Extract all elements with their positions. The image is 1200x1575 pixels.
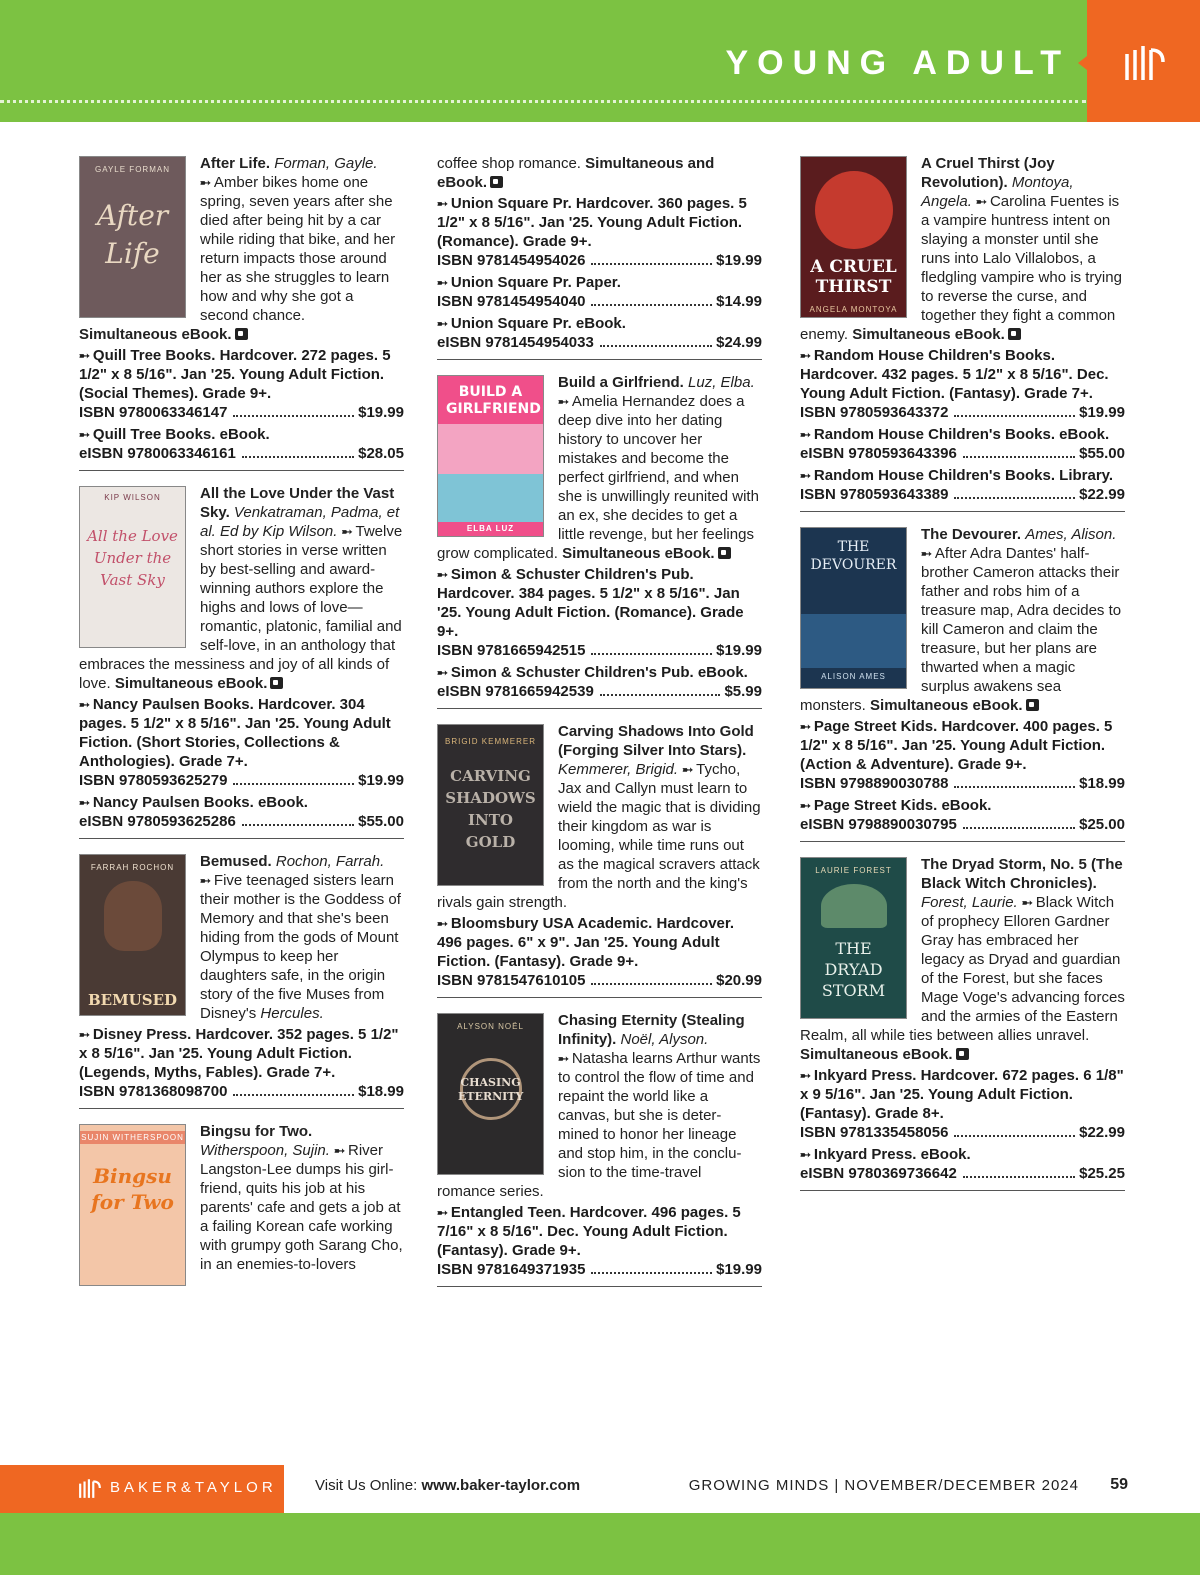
format-line: ➸ Quill Tree Books. Hardcover. 272 pages. 5 1/2" x 8 5/16". Jan '25. Young Adult Fiction. (Social Themes). Grade 9+. (79, 347, 391, 402)
cover-illustration-band (438, 474, 543, 522)
book-cover-carving-shadows (437, 724, 544, 886)
leader-dots (600, 345, 712, 347)
leader-dots (954, 1135, 1075, 1137)
leader-dots (591, 304, 712, 306)
isbn-line (437, 1260, 762, 1280)
baker-taylor-logo-icon (1123, 40, 1167, 84)
book-author: Montoya, Angela. (921, 174, 1074, 210)
book-cover-devourer (800, 527, 907, 689)
page-number: 59 (1110, 1476, 1128, 1493)
cover-author: LAURIE FOREST (815, 866, 892, 875)
isbn: ISBN 9798890030788 (800, 775, 949, 792)
format-line: ➸ Union Square Pr. Hardcover. 360 pages. 5 1/2" x 8 5/16". Jan '25. Young Adult Fiction. (Romance). Grade 9+. (437, 195, 747, 250)
price: $19.99 (358, 404, 404, 421)
page-footer (0, 1465, 1200, 1513)
isbn: eISBN 9781665942539 (437, 683, 594, 700)
cover-illustration (821, 884, 887, 928)
isbn: ISBN 9780593643372 (800, 404, 949, 421)
price: $55.00 (358, 813, 404, 830)
visit-label: Visit Us Online: (315, 1477, 418, 1494)
book-summary: After Adra Dantes' half-brother Cameron attacks their father and robs him of a treasure map, Adra decides to kill Cameron and claim the treasure, but her plans are thwarted when a magic surplus awakens sea monsters. (800, 545, 1122, 714)
arrow-icon: ➸ (800, 719, 811, 734)
format-line: ➸ Nancy Paulsen Books. Hardcover. 304 pages. 5 1/2" x 8 5/16". Jan '25. Young Adult Fiction. (Short Stories, Collections & Anthologies). Grade 7+. (79, 696, 391, 770)
leader-dots (233, 415, 354, 417)
isbn-line (437, 333, 762, 353)
cover-author: ANGELA MONTOYA (809, 305, 898, 314)
arrow-icon: ➸ (976, 194, 987, 209)
cover-illustration (801, 614, 906, 668)
book-entry-cruel-thirst (800, 154, 1125, 512)
price: $24.99 (716, 334, 762, 351)
format-line: ➸ Simon & Schuster Children's Pub. Hardcover. 384 pages. 5 1/2" x 8 5/16". Jan '25. Young Adult Fiction. (Romance). Grade 9+. (437, 566, 744, 640)
isbn: ISBN 9781368098700 (79, 1083, 228, 1100)
isbn-line (437, 971, 762, 991)
ebook-note: Simultaneous and eBook. (437, 155, 715, 191)
arrow-icon: ➸ (800, 798, 811, 813)
cover-author: ALISON AMES (821, 672, 886, 681)
arrow-icon: ➸ (334, 1143, 346, 1158)
book-title: The Devourer. (921, 526, 1022, 543)
cover-title: BEMUSED (87, 991, 178, 1009)
cover-author: ELBA LUZ (466, 524, 515, 533)
book-summary-italic: Hercules. (260, 1005, 324, 1022)
format-line: ➸ Quill Tree Books. eBook. (79, 426, 270, 443)
book-cover-dryad-storm (800, 857, 907, 1019)
price: $19.99 (716, 252, 762, 269)
cover-title: Bingsu for Two (91, 1164, 174, 1214)
arrow-icon: ➸ (79, 348, 90, 363)
book-summary: River Langston-Lee dumps his girl-friend, quits his job at his parents' cafe and gets a job at a failing Korean cafe working with grumpy goth Sarang Cho, in an enemies-to-lovers (200, 1142, 403, 1273)
price: $55.00 (1079, 445, 1125, 462)
column-3 (800, 154, 1125, 1204)
price: $22.99 (1079, 1124, 1125, 1141)
arrow-icon: ➸ (558, 394, 569, 409)
isbn-line (800, 444, 1125, 464)
arrow-icon: ➸ (200, 873, 211, 888)
price: $28.05 (358, 445, 404, 462)
header-dotted-rule (0, 100, 1086, 103)
book-entry-carving-shadows (437, 722, 762, 998)
book-author: Witherspoon, Sujin. (200, 1142, 330, 1159)
book-author: Rochon, Farrah. (275, 853, 385, 870)
ebook-icon (490, 176, 503, 188)
ebook-note: Simultaneous eBook. (79, 326, 232, 343)
book-author: Luz, Elba. (688, 374, 755, 391)
book-entry-chasing-eternity (437, 1011, 762, 1287)
book-summary: Five teenaged sisters learn their mother is the Goddess of Memory and that she's been hiding from the gods of Mount Olympus to keep her daughters safe, in the origin story of the five Muses from Disney's (200, 872, 401, 1022)
brand-name: BAKER&TAYLOR (110, 1479, 277, 1496)
leader-dots (954, 415, 1075, 417)
arrow-icon: ➸ (200, 175, 211, 190)
arrow-icon: ➸ (437, 196, 448, 211)
format-line: ➸ Disney Press. Hardcover. 352 pages. 5 1/2" x 8 5/16". Jan '25. Young Adult Fiction. (Legends, Myths, Fables). Grade 7+. (79, 1026, 399, 1081)
price: $19.99 (716, 1261, 762, 1278)
book-author: Forest, Laurie. (921, 894, 1018, 911)
ebook-note: Simultaneous eBook. (852, 326, 1005, 343)
book-cover-all-the-love (79, 486, 186, 648)
book-cover-cruel-thirst (800, 156, 907, 318)
leader-dots (591, 653, 712, 655)
format-line: ➸ Page Street Kids. eBook. (800, 797, 992, 814)
isbn: ISBN 9781335458056 (800, 1124, 949, 1141)
header-logo-tab (1087, 0, 1200, 122)
isbn: eISBN 9781454954033 (437, 334, 594, 351)
isbn-line (800, 1164, 1125, 1184)
book-summary: Amelia Hernandez does a deep dive into her dating history to uncover her mistakes and become the perfect girlfriend, and when she is unwillingly reunited with an ex, she decides to get a little revenge, but her feelings grow complicated. (437, 393, 759, 562)
price: $19.99 (358, 772, 404, 789)
book-summary: Twelve short stories in verse written by best-selling and award-winning authors explore the highs and lows of love—romantic, platonic, familial and self-love, in an anthology that embraces the messiness and joy of all kinds of love. (79, 523, 403, 692)
book-description-continued (437, 154, 762, 192)
book-summary: Tycho, Jax and Callyn must learn to wield the magic that is dividing their kingdom as war is looming, while time runs out as the magical scravers attack from the north and the king's rivals gain strength. (437, 761, 761, 911)
isbn: ISBN 9780593643389 (800, 486, 949, 503)
cover-author: BRIGID KEMMERER (444, 737, 536, 746)
isbn-line (800, 403, 1125, 423)
ebook-icon (235, 328, 248, 340)
ebook-icon (270, 677, 283, 689)
cover-title: THE DEVOURER (810, 539, 897, 573)
book-title: The Dryad Storm, No. 5 (The Black Witch Chronicles). (921, 856, 1123, 892)
book-title: A Cruel Thirst (Joy Revolution). (921, 155, 1055, 191)
isbn-line (79, 771, 404, 791)
arrow-icon: ➸ (437, 1205, 448, 1220)
column-1 (79, 154, 404, 1290)
leader-dots (954, 786, 1075, 788)
book-summary: Black Witch of prophecy Elloren Gardner Gray has embraced her legacy as Dryad and guardian of the Forest, but she faces Mage Voge's advancing forces and the armies of the Eastern Realm, all while ties between allies unravel. (800, 894, 1125, 1044)
book-cover-bingsu (79, 1124, 186, 1286)
arrow-icon: ➸ (800, 427, 811, 442)
cover-title: BUILD A GIRLFRIEND (446, 384, 541, 417)
format-line: ➸ Simon & Schuster Children's Pub. eBook. (437, 664, 748, 681)
leader-dots (600, 694, 721, 696)
book-summary: Amber bikes home one spring, seven years after she died after being hit by a car while riding that bike, and her return impacts those around her as she struggles to learn how and why she got a second chance. (200, 174, 396, 324)
arrow-icon: ➸ (437, 275, 448, 290)
format-line: ➸ Entangled Teen. Hardcover. 496 pages. 5 7/16" x 8 5/16". Dec. Young Adult Fiction. (Fantasy). Grade 9+. (437, 1204, 741, 1259)
leader-dots (591, 983, 712, 985)
isbn: eISBN 9798890030795 (800, 816, 957, 833)
column-2 (437, 154, 762, 1300)
isbn-line (800, 1123, 1125, 1143)
format-line: ➸ Page Street Kids. Hardcover. 400 pages. 5 1/2" x 8 5/16". Jan '25. Young Adult Fiction. (Action & Adventure). Grade 9+. (800, 718, 1113, 773)
isbn: eISBN 9780063346161 (79, 445, 236, 462)
arrow-icon: ➸ (437, 316, 448, 331)
leader-dots (233, 783, 354, 785)
section-title: YOUNG ADULT (725, 44, 1070, 82)
book-summary: Carolina Fuentes is a vampire huntress intent on slaying a monster until she runs into Lalo Villalobos, a fledgling vampire who is trying to reverse the curse, and together they fight a common enemy. (800, 193, 1122, 343)
cover-title: CHASING ETERNITY (458, 1076, 524, 1103)
cover-illustration (815, 171, 893, 249)
arrow-icon: ➸ (558, 1051, 569, 1066)
book-author: Ames, Alison. (1025, 526, 1117, 543)
isbn-line (437, 251, 762, 271)
format-line: ➸ Inkyard Press. Hardcover. 672 pages. 6 1/8" x 9 5/16". Jan '25. Young Adult Fiction. (Fantasy). Grade 8+. (800, 1067, 1124, 1122)
price: $20.99 (716, 972, 762, 989)
book-title: Bingsu for Two. (200, 1123, 313, 1140)
baker-taylor-logo-icon (78, 1476, 102, 1500)
leader-dots (242, 456, 354, 458)
cover-author: ALYSON NOËL (457, 1022, 524, 1031)
cover-author: KIP WILSON (104, 493, 161, 502)
format-line: ➸ Random House Children's Books. Hardcover. 432 pages. 5 1/2" x 8 5/16". Dec. Young Adult Fiction. (Fantasy). Grade 7+. (800, 347, 1109, 402)
bottom-color-bar (0, 1513, 1200, 1575)
magazine-issue: GROWING MINDS | NOVEMBER/DECEMBER 2024 (688, 1477, 1079, 1494)
price: $5.99 (724, 683, 762, 700)
arrow-icon: ➸ (682, 762, 694, 777)
ebook-note: Simultaneous eBook. (800, 1046, 953, 1063)
book-entry-bingsu-part-2 (437, 154, 762, 360)
price: $25.00 (1079, 816, 1125, 833)
cover-author: FARRAH ROCHON (90, 863, 175, 872)
arrow-icon: ➸ (79, 697, 90, 712)
cover-title: A CRUEL THIRST (810, 257, 897, 297)
book-title: Carving Shadows Into Gold (Forging Silver Into Stars). (558, 723, 754, 759)
book-title: Bemused. (200, 853, 272, 870)
book-entry-all-the-love (79, 484, 404, 839)
cover-illustration (438, 424, 543, 474)
cover-author: SUJIN WITHERSPOON (81, 1133, 184, 1142)
book-entry-bingsu-part-1 (79, 1122, 404, 1274)
isbn: ISBN 9781454954026 (437, 252, 586, 269)
format-line: ➸ Nancy Paulsen Books. eBook. (79, 794, 308, 811)
arrow-icon: ➸ (1021, 895, 1033, 910)
arrow-icon: ➸ (79, 795, 90, 810)
arrow-icon: ➸ (79, 427, 90, 442)
leader-dots (591, 1272, 712, 1274)
format-line: ➸ Union Square Pr. eBook. (437, 315, 626, 332)
book-title: All the Love Under the Vast Sky. (200, 485, 395, 521)
ebook-icon (718, 547, 731, 559)
ebook-note: Simultaneous eBook. (114, 675, 268, 692)
format-line: ➸ Random House Children's Books. eBook. (800, 426, 1110, 443)
book-author: Kemmerer, Brigid. (558, 761, 679, 778)
leader-dots (233, 1094, 354, 1096)
format-line: ➸ Bloomsbury USA Academic. Hardcover. 496 pages. 6" x 9". Jan '25. Young Adult Fiction. (Fantasy). Grade 9+. (437, 915, 735, 970)
isbn: ISBN 9781665942515 (437, 642, 586, 659)
arrow-icon: ➸ (341, 524, 353, 539)
arrow-icon: ➸ (437, 567, 448, 582)
book-author: Noël, Alyson. (620, 1031, 709, 1048)
isbn: ISBN 9780593625279 (79, 772, 228, 789)
ebook-icon (1026, 699, 1039, 711)
book-cover-chasing-eternity (437, 1013, 544, 1175)
cover-title: THE DRYAD STORM (821, 939, 886, 1000)
cover-title: After Life (96, 199, 169, 270)
price: $19.99 (1079, 404, 1125, 421)
isbn: eISBN 9780593643396 (800, 445, 957, 462)
footer-brand (0, 1465, 284, 1513)
header-tab-notch (1078, 56, 1087, 70)
ebook-icon (956, 1048, 969, 1060)
book-cover-bemused (79, 854, 186, 1016)
isbn: ISBN 9781547610105 (437, 972, 586, 989)
isbn-line (79, 403, 404, 423)
isbn-line (79, 444, 404, 464)
price: $14.99 (716, 293, 762, 310)
book-entry-after-life (79, 154, 404, 471)
price: $19.99 (716, 642, 762, 659)
format-line: ➸ Inkyard Press. eBook. (800, 1146, 971, 1163)
ebook-note: Simultaneous eBook. (562, 545, 715, 562)
isbn-line (79, 1082, 404, 1102)
price: $18.99 (358, 1083, 404, 1100)
isbn-line (437, 641, 762, 661)
footer-visit (315, 1477, 580, 1494)
leader-dots (963, 1176, 1075, 1178)
arrow-icon: ➸ (79, 1027, 90, 1042)
book-title: Build a Girlfriend. (558, 374, 684, 391)
leader-dots (591, 263, 712, 265)
book-summary-continued: coffee shop romance. (437, 155, 581, 172)
arrow-icon: ➸ (800, 348, 811, 363)
isbn: eISBN 9780369736642 (800, 1165, 957, 1182)
format-line: ➸ Random House Children's Books. Library. (800, 467, 1114, 484)
leader-dots (954, 497, 1075, 499)
price: $22.99 (1079, 486, 1125, 503)
price: $18.99 (1079, 775, 1125, 792)
arrow-icon: ➸ (800, 1147, 811, 1162)
isbn-line (437, 682, 762, 702)
isbn: eISBN 9780593625286 (79, 813, 236, 830)
book-summary: Natasha learns Arthur wants to control the flow of time and repaint the world like a canvas, but she is deter-mined to honor her lineage and stop him, in the conclu-sion to the time-travel romance series. (437, 1050, 761, 1200)
isbn-line (79, 812, 404, 832)
arrow-icon: ➸ (437, 665, 448, 680)
leader-dots (963, 827, 1075, 829)
isbn: ISBN 9780063346147 (79, 404, 228, 421)
arrow-icon: ➸ (800, 468, 811, 483)
isbn-line (437, 292, 762, 312)
arrow-icon: ➸ (437, 916, 448, 931)
ebook-icon (1008, 328, 1021, 340)
isbn: ISBN 9781649371935 (437, 1261, 586, 1278)
price: $25.25 (1079, 1165, 1125, 1182)
isbn-line (800, 774, 1125, 794)
book-author: Forman, Gayle. (274, 155, 378, 172)
isbn: ISBN 9781454954040 (437, 293, 586, 310)
arrow-icon: ➸ (800, 1068, 811, 1083)
cover-title: All the Love Under the Vast Sky (87, 527, 178, 589)
visit-link[interactable]: www.baker-taylor.com (421, 1477, 581, 1494)
cover-title: CARVING SHADOWS INTO GOLD (445, 767, 536, 851)
arrow-icon: ➸ (921, 546, 932, 561)
book-cover-build-a-girlfriend (437, 375, 544, 537)
book-author: Venkatraman, Padma, et al. Ed by Kip Wilson. (200, 504, 400, 540)
cover-illustration (104, 881, 162, 951)
leader-dots (242, 824, 354, 826)
book-cover-after-life (79, 156, 186, 318)
isbn-line (800, 485, 1125, 505)
book-entry-devourer (800, 525, 1125, 842)
book-entry-bemused (79, 852, 404, 1109)
page-header (0, 0, 1200, 122)
book-entry-dryad-storm (800, 855, 1125, 1191)
leader-dots (963, 456, 1075, 458)
book-entry-build-a-girlfriend (437, 373, 762, 709)
cover-author: GAYLE FORMAN (95, 165, 170, 174)
book-title: After Life. (200, 155, 271, 172)
book-title: Chasing Eternity (Stealing Infinity). (558, 1012, 745, 1048)
ebook-note: Simultaneous eBook. (870, 697, 1023, 714)
isbn-line (800, 815, 1125, 835)
format-line: ➸ Union Square Pr. Paper. (437, 274, 621, 291)
